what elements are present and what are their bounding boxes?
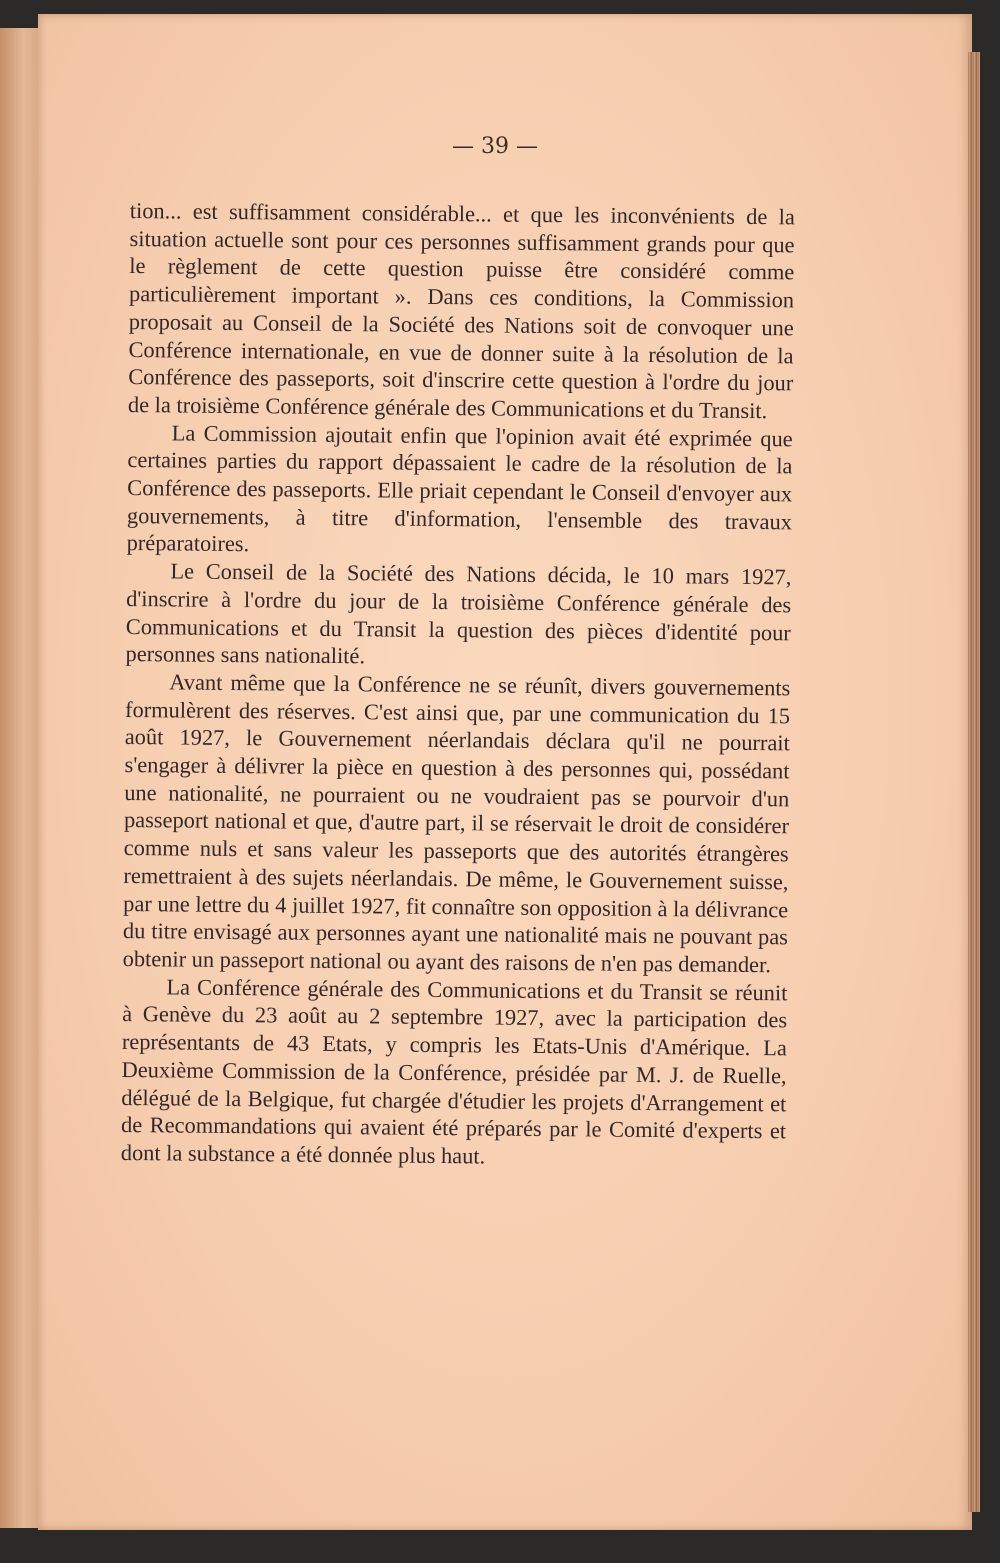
- paragraph: La Commission ajoutait enfin que l'opinion avait été exprimée que certaines parties du rapport dépassaient le cadre de la résolution de la Conférence des passeports. Elle priait cependant le Conseil d'envoyer aux gouvernements, à titre d'information, l'ensemble des travaux préparatoires.: [126, 420, 793, 557]
- paragraph: Avant même que la Conférence ne se réunît, divers gouvernements formulèrent des réserves. C'est ainsi que, par une communication du 15 août 1927, le Gouvernement néerlandais déclara qu'il ne pourrait s'engager à délivrer la pièce en question à des personnes qui, possédant une nationalité, ne pourraient ou ne voudraient pas se pourvoir d'un passeport national et que, d'autre part, il se réservait le droit de considérer comme nuls et sans valeur les passeports que des autorités étrangères remettraient à des sujets néerlandais. De même, le Gouvernement suisse, par une lettre du 4 juillet 1927, fit connaître son opposition à la délivrance du titre envisagé aux personnes ayant une nationalité mais ne pouvant pas obtenir un passeport national ou ayant des raisons de n'en pas demander.: [122, 669, 791, 978]
- paragraph: La Conférence générale des Communications et du Transit se réunit à Genève du 23 août au 2 septembre 1927, avec la participation des représentants de 43 Etats, y compris les Etats-Unis d'Amérique. La Deuxième Commission de la Conférence, présidée par M. J. de Ruelle, délégué de la Belgique, fut chargée d'étudier les projets d'Arrangement et de Recommandations qui avaient été préparés par le Comité d'experts et dont la substance a été donnée plus haut.: [120, 974, 788, 1169]
- paragraph: tion... est suffisamment considérable... et que les inconvénients de la situation actuelle sont pour ces personnes suffisamment grands pour que le règlement de cette question puisse être considéré comme particulièrement important ». Dans ces conditions, la Commission proposait au Conseil de la Société des Nations soit de convoquer une Conférence internationale, en vue de donner suite à la résolution de la Conférence des passeports, soit d'inscrire cette question à l'ordre du jour de la troisième Conférence générale des Communications et du Transit.: [127, 197, 795, 424]
- paragraph: Le Conseil de la Société des Nations décida, le 10 mars 1927, d'inscrire à l'ordre du jour de la troisième Conférence générale des Communications et du Transit la question des pièces d'identité pour personnes sans nationalité.: [125, 558, 792, 669]
- page-stack-edge: [968, 52, 980, 1512]
- book-page: [38, 14, 972, 1530]
- body-text: [121, 197, 795, 1173]
- page-number: — 39 —: [452, 134, 538, 159]
- facing-page-edge: [0, 28, 40, 1528]
